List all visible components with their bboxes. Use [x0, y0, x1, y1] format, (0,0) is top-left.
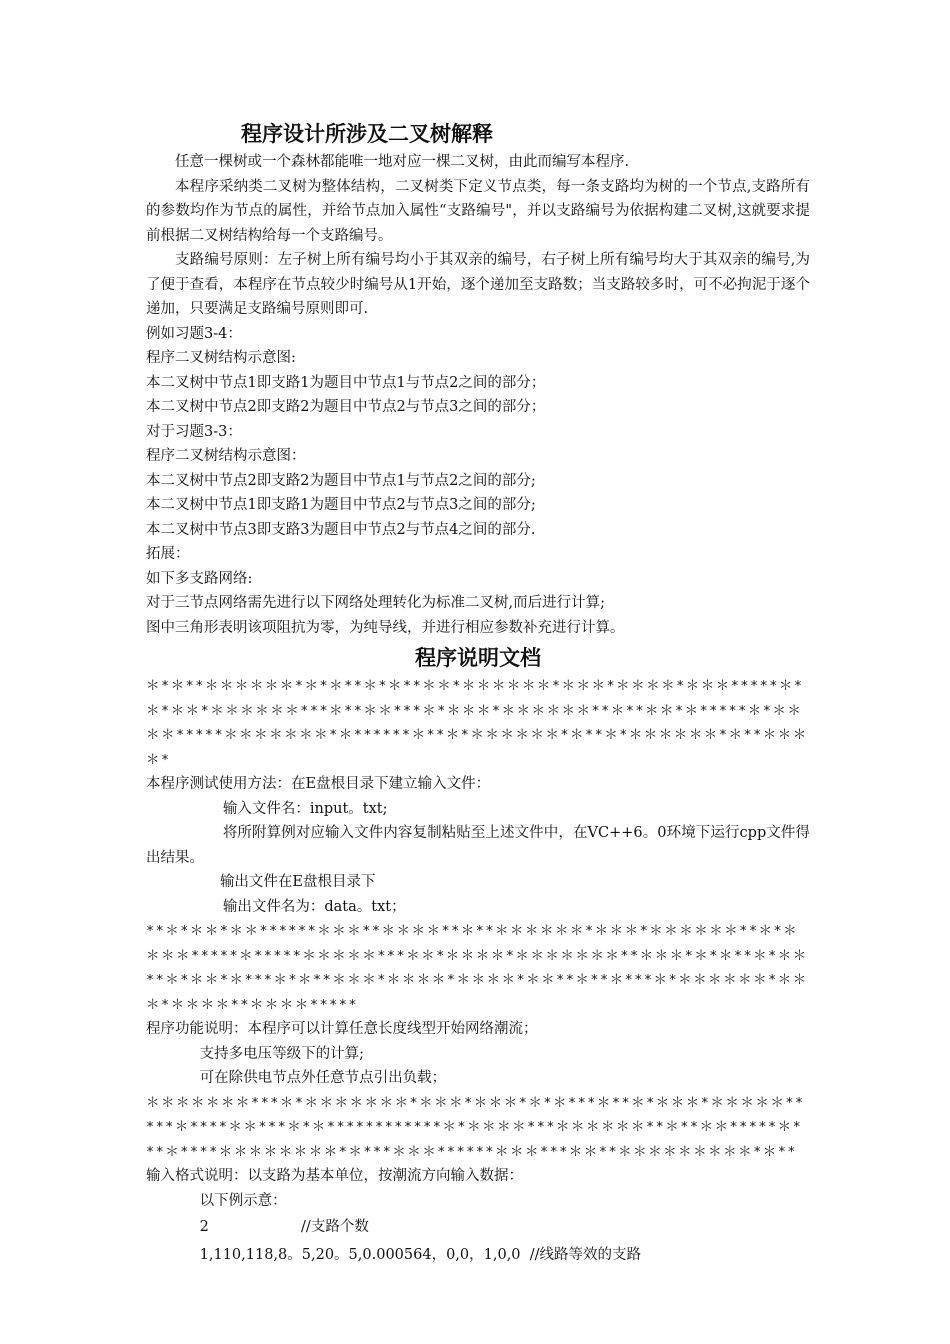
text-line: 对于习题3-3： [146, 423, 242, 440]
star-divider: ＊*＊**＊＊＊＊＊＊*＊*＊**＊*＊**＊＊*＊＊＊＊＊＊*＊＊＊*＊＊＊＊*＊＊＊*****＊*＊*＊＊*＊＊＊＊＊＊***＊**＊＊***＊*＊＊＊*＊＊＊＊＊＊**＊**＊＊*＊*****＊*＊＊＊＊*****＊＊＊＊＊＊＊*＊******＊**＊*＊＊＊＊＊＊*＊**＊*＊＊＊＊＊＊*＊**＊＊＊＊* [146, 678, 808, 768]
text-line: 本二叉树中节点2即支路2为题目中节点2与节点3之间的部分； [146, 399, 546, 415]
code-line: 2 //支路个数 [199, 1219, 369, 1235]
input-line: 以下例示意： [199, 1192, 287, 1209]
paragraph: 任意一棵树或一个森林都能唯一地对应一棵二叉树，由此而编写本程序. [175, 154, 630, 170]
document-page [146, 118, 810, 1269]
code-line: 1,110,118,8。5,20。5,0.000564，0,0，1,0,0 //线路等效的支路 [199, 1247, 642, 1263]
function-line: 可在除供电节点外任意节点引出负载； [199, 1070, 447, 1086]
section-title-binary-tree: 程序设计所涉及二叉树解释 [241, 121, 493, 146]
text-line: 本二叉树中节点1即支路1为题目中节点2与节点3之间的部分; [146, 497, 536, 513]
input-line: 输入格式说明：以支路为基本单位，按潮流方向输入数据： [146, 1168, 523, 1184]
text-line: 对于三节点网络需先进行以下网络处理转化为标准二叉树,而后进行计算; [146, 595, 605, 611]
paragraph: 本程序采纳类二叉树为整体结构，二叉树类下定义节点类，每一条支路均为树的一个节点,支路所有的参数均作为节点的属性，并给节点加入属性“支路编号"，并以支路编号为依据构建二叉树,这就要求提前根据二叉树结构给每一个支路编号。 [146, 178, 810, 244]
text-line: 本二叉树中节点1即支路1为题目中节点1与节点2之间的部分； [146, 374, 546, 391]
text-line: 图中三角形表明该项阻抗为零，为纯导线，并进行相应参数补充进行计算。 [146, 619, 625, 636]
section-title-program-doc: 程序说明文档 [415, 645, 541, 670]
usage-line: 输出文件名为：data。txt； [222, 898, 406, 915]
text-line: 拓展： [146, 546, 190, 562]
text-line: 如下多支路网络: [146, 570, 253, 587]
paragraph: 支路编号原则：左子树上所有编号均小于其双亲的编号，右子树上所有编号均大于其双亲的编号,为了便于查看，本程序在节点较少时编号从1开始，逐个递加至支路数；当支路较多时，可不必拘泥于逐个递加，只要满足支路编号原则即可. [146, 252, 810, 317]
text-line: 本二叉树中节点3即支路3为题目中节点2与节点4之间的部分. [146, 521, 536, 538]
usage-line: 输入文件名：input。txt; [222, 800, 388, 817]
text-line: 程序二叉树结构示意图: [146, 350, 296, 366]
usage-line: 将所附算例对应输入文件内容复制粘贴至上述文件中，在VC++6。0环境下运行cpp文件得出结果。 [146, 825, 810, 866]
star-divider: **＊*＊＊*＊＊******＊＊＊**＊＊＊＊**＊**＊＊＊＊＊＊*＊＊＊*＊＊＊＊＊＊**＊*＊＊＊＊*****＊*****＊＊＊＊＊***＊＊*＊＊＊＊*＊＊＊＊＊＊＊**＊＊＊*＊*＊**＊*＊＊**＊*＊＊*＊***＊*＊**＊＊＊*＊＊＊＊*＊＊＊＊*＊＊**＊**＊***＊*＊＊＊＊＊＊*＊＊＊*＊＊＊＊**＊＊＊＊***** [146, 923, 808, 1013]
usage-line: 输出文件在E盘根目录下 [219, 874, 376, 890]
star-divider: ＊＊＊＊＊＊＊***＊*＊＊＊＊＊＊＊*＊＊＊*＊＊＊*＊*＊***＊**＊*＊＊＊*＊＊＊＊＊*****＊****＊＊***＊*＊************＊*＊＊＊＊***＊＊＊＊＊＊**＊**＊＊*****＊***＊****＊＊＊＊＊＊＊＊*＊***＊＊＊******＊＊＊***＊＊**＊＊＊＊＊＊＊＊＊*＊** [146, 1094, 805, 1160]
function-line: 支持多电压等级下的计算; [199, 1045, 365, 1062]
function-line: 程序功能说明：本程序可以计算任意长度线型开始网络潮流； [146, 1021, 538, 1037]
usage-line: 本程序测试使用方法：在E盘根目录下建立输入文件： [146, 776, 491, 792]
text-line: 本二叉树中节点2即支路2为题目中节点1与节点2之间的部分; [146, 472, 536, 489]
text-line: 例如习题3-4： [146, 325, 242, 342]
text-line: 程序二叉树结构示意图： [146, 448, 306, 464]
